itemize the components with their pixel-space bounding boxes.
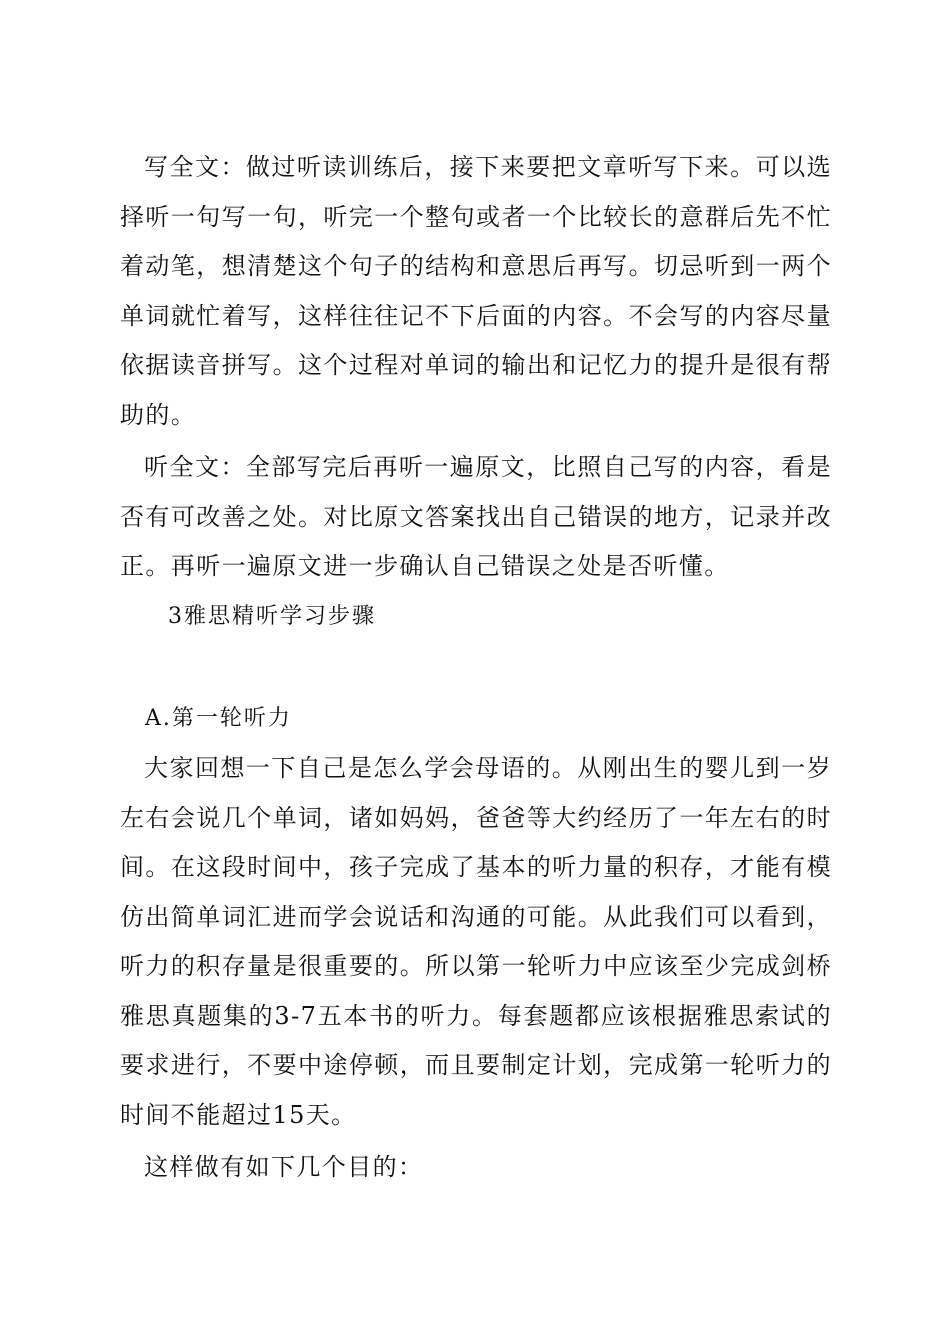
paragraph-purposes-intro: 这样做有如下几个目的： [144, 1153, 424, 1181]
paragraph-write-full-text: 写全文：做过听读训练后，接下来要把文章听写下来。可以选择听一句写一句，听完一个整句或者一个比较长的意群后先不忙着动笔，想清楚这个句子的结构和意思后再写。切忌听到一两个单词就忙着写，这样往往记不下后面的内容。不会写的内容尽量依据读音拼写。这个过程对单词的输出和记忆力的提升是很有帮助的。 [120, 153, 832, 429]
paragraph-first-round: 大家回想一下自己是怎么学会母语的。从刚出生的婴儿到一岁左右会说几个单词，诸如妈妈，爸爸等大约经历了一年左右的时间。在这段时间中，孩子完成了基本的听力量的积存，才能有模仿出简单词汇进而学会说话和沟通的可能。从此我们可以看到，听力的积存量是很重要的。所以第一轮听力中应该至少完成剑桥雅思真题集的3-7五本书的听力。每套题都应该根据雅思索试的要求进行，不要中途停顿，而且要制定计划，完成第一轮听力的时间不能超过15天。 [120, 754, 832, 1129]
paragraph-listen-full-text: 听全文：全部写完后再听一遍原文，比照自己写的内容，看是否有可改善之处。对比原文答案找出自己错误的地方，记录并改正。再听一遍原文进一步确认自己错误之处是否听懂。 [120, 453, 832, 580]
subheading-first-round: A.第一轮听力 [145, 706, 292, 731]
section-heading: 3雅思精听学习步骤 [168, 604, 376, 629]
